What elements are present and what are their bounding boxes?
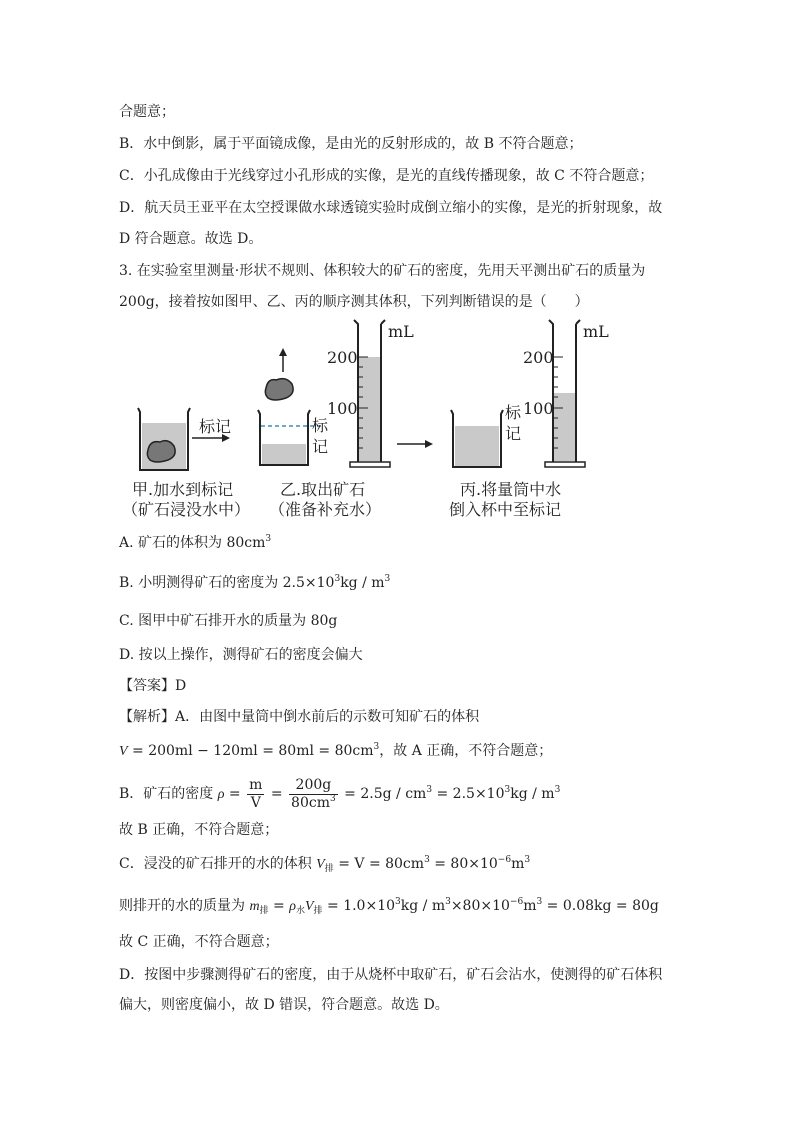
equation-volume: $V = 200ml - 120ml = 80ml = 80cm^3$，故 A 正确，不符合题意； <box>119 742 553 759</box>
answer: 【答案】D <box>119 678 187 694</box>
analysis-intro: 【解析】A．由图中量筒中倒水前后的示数可知矿石的体积 <box>119 709 480 725</box>
text-line: 故 C 正确，不符合题意； <box>119 934 279 950</box>
text-line: D．航天员王亚平在太空授课做水球透镜实验时成倒立缩小的实像，是光的折射现象，故 <box>119 200 663 216</box>
tick-100: 100 <box>327 399 358 418</box>
tick-200: 200 <box>327 348 358 367</box>
caption-bing-1: 丙.将量筒中水 <box>460 480 562 499</box>
caption-jia-2: （矿石浸没水中） <box>122 500 251 519</box>
option-c: C. 图甲中矿石排开水的质量为 80g <box>119 613 338 629</box>
mark-label-b: 记 <box>312 437 329 456</box>
equation-density: B．矿石的密度 ρ = $\frac{m}{V}$ = $\frac{200g}{80cm^3}$ = $2.5g / cm^3 = 2.5\times 10^3kg / m^3$ <box>119 776 561 811</box>
equation-displaced-mass: 则排开的水的质量为 $m_排 = \rho_水V_排 = 1.0\times 10^3kg / m^3\times 80\times 10^{-6}m^3 = 0.08kg = 80g$ <box>119 897 659 916</box>
caption-yi-2: （准备补充水） <box>269 500 382 519</box>
caption-jia-1: 甲.加水到标记 <box>132 480 234 499</box>
text-line: 故 B 正确，不符合题意； <box>119 822 279 838</box>
mark-label: 标记 <box>199 417 232 436</box>
mark-label-b: 记 <box>505 424 522 443</box>
text-line: 偏大，则密度偏小，故 D 错误，符合题意。故选 D。 <box>119 997 449 1013</box>
measuring-cylinder-1 <box>350 320 390 467</box>
option-a: A. 矿石的体积为 $80cm^3$ <box>119 534 272 551</box>
mark-label-a: 标 <box>312 416 329 435</box>
text-line: D 符合题意。故选 D。 <box>119 231 263 247</box>
ore-rock <box>147 441 175 462</box>
tick-100: 100 <box>523 399 554 418</box>
unit-ml: mL <box>388 322 414 341</box>
beaker-jia <box>138 408 190 470</box>
unit-ml: mL <box>583 322 609 341</box>
option-b: B. 小明测得矿石的密度为 $2.5\times 10^3kg / m^3$ <box>119 574 391 591</box>
question-3-stem-cont: 200g，接着按如图甲、乙、丙的顺序测其体积，下列判断错误的是（ ） <box>119 294 589 310</box>
ore-rock-lifted <box>265 379 293 400</box>
text-line: B．水中倒影，属于平面镜成像，是由光的反射形成的，故 B 不符合题意； <box>119 136 583 152</box>
question-3-stem: 3. 在实验室里测量·形状不规则、体积较大的矿石的密度，先用天平测出矿石的质量为 <box>119 263 646 279</box>
text-line: 合题意； <box>119 104 175 120</box>
measuring-cylinder-2 <box>545 320 585 467</box>
text-line: C．小孔成像由于光线穿过小孔形成的实像，是光的直线传播现象，故 C 不符合题意； <box>119 168 654 184</box>
option-d: D. 按以上操作，测得矿石的密度会偏大 <box>119 647 363 663</box>
experiment-figure <box>120 314 640 524</box>
caption-yi-1: 乙.取出矿石 <box>280 480 366 499</box>
beaker-bing <box>451 410 503 467</box>
text-line: D．按图中步骤测得矿石的密度，由于从烧杯中取矿石，矿石会沾水，使测得的矿石体积 <box>119 967 663 983</box>
equation-displaced-volume: C．浸没的矿石排开的水的体积 $V_排 = V = 80cm^3 = 80\times 10^{-6}m^3$ <box>119 855 531 874</box>
mark-label-a: 标 <box>505 403 522 422</box>
caption-bing-2: 倒入杯中至标记 <box>449 500 562 519</box>
tick-200: 200 <box>523 348 554 367</box>
